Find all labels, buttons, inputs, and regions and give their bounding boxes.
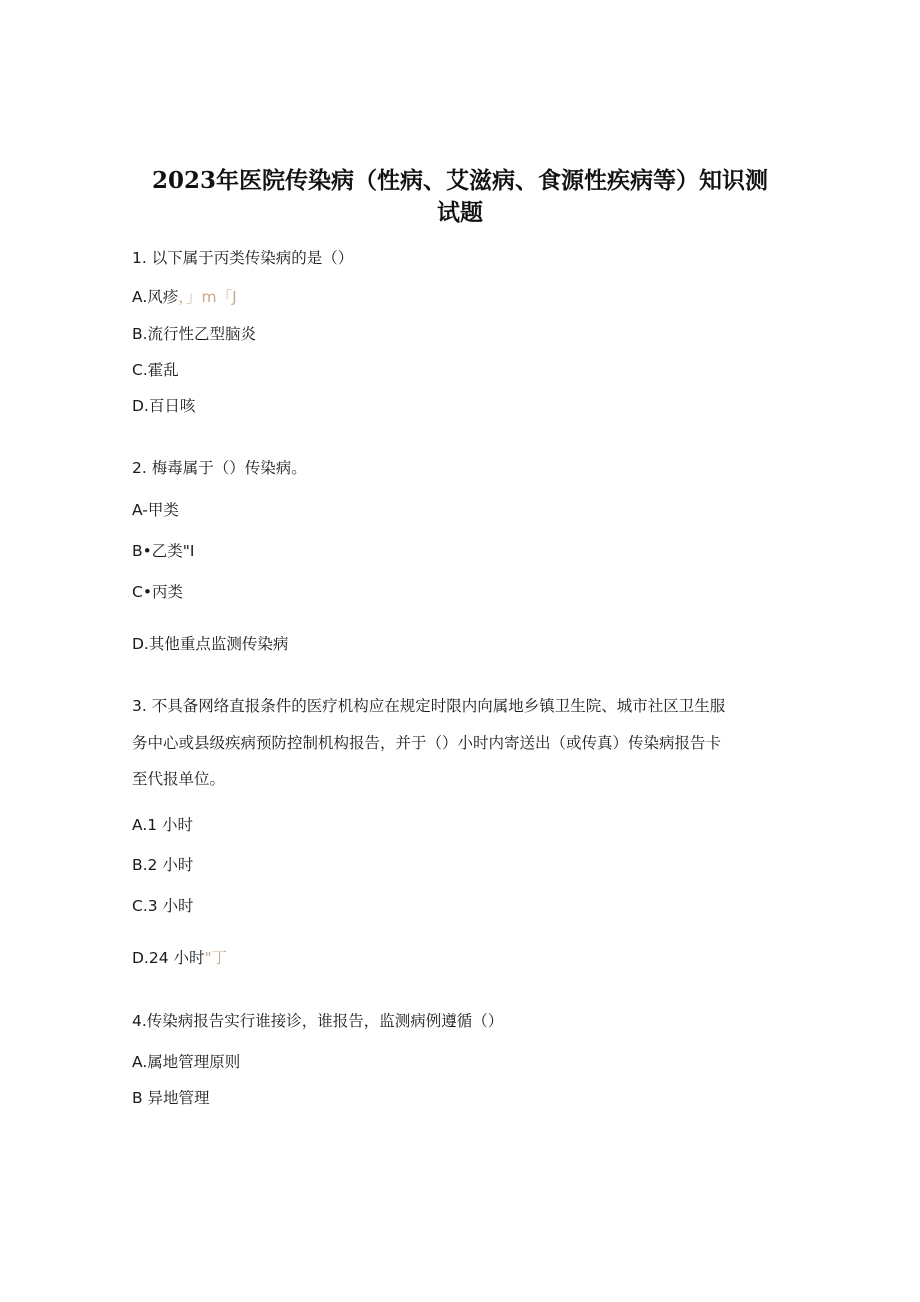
question-4-option-b: B 异地管理 (132, 1089, 210, 1107)
question-2-stem: 2. 梅毒属于（）传染病。 (132, 459, 307, 477)
question-3-option-c: C.3 小时 (132, 897, 194, 915)
question-3-stem-line-1: 3. 不具备网络直报条件的医疗机构应在规定时限内向属地乡镇卫生院、城市社区卫生服 (132, 697, 726, 715)
question-1-stem: 1. 以下属于丙类传染病的是（） (132, 249, 354, 267)
question-3-stem-line-3: 至代报单位。 (132, 770, 226, 788)
question-3-stem-line-2: 务中心或县级疾病预防控制机构报告，并于（）小时内寄送出（或传真）传染病报告卡 (132, 734, 722, 752)
question-4-stem: 4.传染病报告实行谁接诊，谁报告，监测病例遵循（） (132, 1012, 504, 1030)
question-2-option-b: B•乙类"I (132, 542, 195, 560)
question-4-option-a: A.属地管理原则 (132, 1053, 241, 1071)
document-title-line-1: 2023年医院传染病（性病、艾滋病、食源性疾病等）知识测 (151, 167, 768, 194)
question-1-option-a (132, 287, 237, 307)
option-text: D.24 小时 (132, 949, 205, 967)
question-3-option-d (132, 948, 227, 968)
question-1-option-b: B.流行性乙型脑炎 (132, 325, 257, 343)
question-1-option-d: D.百日咳 (132, 397, 196, 415)
handwritten-mark: "丁 (204, 949, 228, 967)
handwritten-mark: ，」m「J (178, 288, 237, 306)
option-text: A.风疹 (132, 288, 179, 306)
question-2-option-a: A-甲类 (132, 501, 179, 519)
question-2-option-c: C•丙类 (132, 583, 183, 601)
question-2-option-d: D.其他重点监测传染病 (132, 635, 289, 653)
question-3-option-b: B.2 小时 (132, 856, 194, 874)
question-1-option-c: C.霍乱 (132, 361, 179, 379)
question-3-option-a: A.1 小时 (132, 816, 194, 834)
document-title-line-2: 试题 (437, 199, 483, 226)
